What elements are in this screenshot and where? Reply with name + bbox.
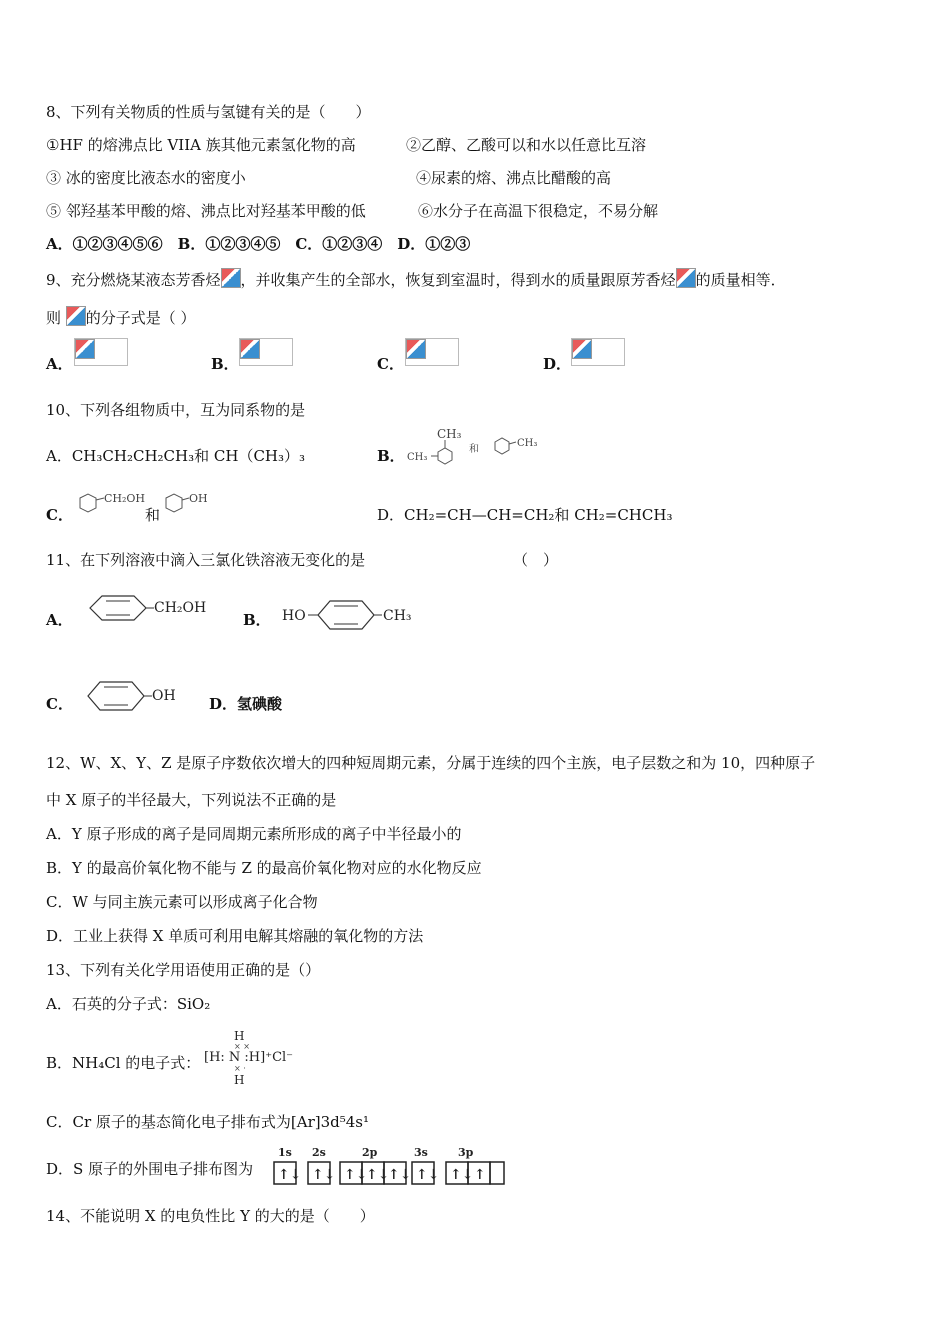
q13-option-d: D．S 原子的外围电子排布图为 bbox=[46, 1160, 254, 1178]
q13-b-h-bottom: H bbox=[234, 1073, 245, 1087]
q12-stem-1: 12、W、X、Y、Z 是原子序数依次增大的四种短周期元素，分属于连续的四个主族，电子层数之和为 10，四种原子 bbox=[46, 754, 816, 772]
svg-text:↑↓: ↑↓ bbox=[312, 1167, 336, 1183]
q11-b-ho: HO bbox=[282, 608, 306, 624]
orbital-label-2s: 2s bbox=[312, 1146, 326, 1159]
q8-statement-4: ④尿素的熔、沸点比醋酸的高 bbox=[416, 169, 612, 187]
orbital-label-2p: 2p bbox=[362, 1146, 378, 1159]
q9-option-b-image bbox=[239, 338, 293, 366]
q8-statement-5: ⑤ 邻羟基苯甲酸的熔、沸点比对羟基苯甲酸的低 bbox=[46, 202, 366, 220]
q13-b-formula: [H: N :H]⁺Cl⁻ bbox=[204, 1050, 294, 1065]
svg-text:↑↓: ↑↓ bbox=[366, 1167, 390, 1183]
q10-option-b-structures bbox=[405, 426, 555, 470]
q11-option-a-label: A． bbox=[46, 611, 73, 629]
broken-image-icon bbox=[406, 339, 426, 359]
q13-b-dots-bottom: × · bbox=[234, 1064, 246, 1073]
q8-options: A．①②③④⑤⑥ B．①②③④⑤ C．①②③④ D．①②③ bbox=[46, 235, 471, 253]
q10-b-he: 和 bbox=[469, 444, 479, 455]
q9-stem-part-b: ，并收集产生的全部水，恢复到室温时，得到水的质量跟原芳香烃 bbox=[240, 271, 676, 289]
broken-image-icon bbox=[75, 339, 95, 359]
q13-stem: 13、下列有关化学用语使用正确的是（） bbox=[46, 961, 321, 979]
svg-text:↑↓: ↑↓ bbox=[416, 1167, 440, 1183]
broken-image-icon bbox=[572, 339, 592, 359]
orbital-label-3s: 3s bbox=[414, 1146, 428, 1159]
q11-stem: 11、在下列溶液中滴入三氯化铁溶液无变化的是 bbox=[46, 551, 366, 569]
q12-option-a: A．Y 原子形成的离子是同周期元素所形成的离子中半径最小的 bbox=[46, 825, 462, 843]
q10-b-ch3-left: CH₃ bbox=[407, 452, 428, 463]
q11-paren: （ ） bbox=[513, 551, 559, 569]
q13-option-c: C．Cr 原子的基态简化电子排布式为[Ar]3d⁵4s¹ bbox=[46, 1113, 370, 1131]
q12-option-b: B．Y 的最高价氧化物不能与 Z 的最高价氧化物对应的水化物反应 bbox=[46, 859, 482, 877]
q11-c-oh: OH bbox=[152, 688, 176, 704]
q10-stem: 10、下列各组物质中，互为同系物的是 bbox=[46, 401, 306, 419]
q13-nh4cl-electron-formula bbox=[200, 1026, 330, 1088]
q9-stem-2 bbox=[46, 306, 196, 328]
q12-option-d: D．工业上获得 X 单质可利用电解其熔融的氧化物的方法 bbox=[46, 927, 424, 945]
broken-image-icon bbox=[676, 268, 696, 288]
q10-option-a: A．CH₃CH₂CH₂CH₃和 CH（CH₃）₃ bbox=[46, 447, 306, 465]
q9-option-c-image bbox=[405, 338, 459, 366]
q9-stem-part-a: 9、充分燃烧某液态芳香烃 bbox=[46, 271, 221, 289]
q11-a-ch2oh: CH₂OH bbox=[154, 600, 207, 616]
q11-b-ch3: CH₃ bbox=[383, 608, 412, 624]
q9-option-d-label: D． bbox=[543, 355, 572, 373]
svg-text:↑↓: ↑↓ bbox=[278, 1167, 302, 1183]
q10-option-d: D．CH₂=CH—CH=CH₂和 CH₂=CHCH₃ bbox=[377, 506, 673, 524]
orbital-label-3p: 3p bbox=[458, 1146, 474, 1159]
q11-option-c-label: C． bbox=[46, 695, 73, 713]
broken-image-icon bbox=[240, 339, 260, 359]
q9-stem bbox=[46, 268, 786, 290]
broken-image-icon bbox=[221, 268, 241, 288]
q12-option-c: C．W 与同主族元素可以形成离子化合物 bbox=[46, 893, 318, 911]
q9-stem2-part-b: 的分子式是（ ） bbox=[85, 309, 196, 327]
q11-option-b-structure bbox=[282, 593, 422, 633]
q9-option-a-label: A． bbox=[46, 355, 73, 373]
q10-option-b-label: B． bbox=[377, 447, 405, 465]
q9-option-d-image bbox=[571, 338, 625, 366]
q10-b-ch3-right: CH₃ bbox=[517, 438, 538, 449]
q10-b-ch3-top: CH₃ bbox=[437, 427, 462, 441]
q8-statement-3: ③ 冰的密度比液态水的密度小 bbox=[46, 169, 246, 187]
q13-option-b: B．NH₄Cl 的电子式： bbox=[46, 1054, 201, 1072]
q12-stem-2: 中 X 原子的半径最大，下列说法不正确的是 bbox=[46, 791, 337, 809]
q9-stem2-part-a: 则 bbox=[46, 309, 66, 327]
q11-option-b-label: B． bbox=[243, 611, 271, 629]
q8-statement-2: ②乙醇、乙酸可以和水以任意比互溶 bbox=[406, 136, 647, 154]
svg-text:↑↓: ↑↓ bbox=[388, 1167, 412, 1183]
svg-text:↑: ↑ bbox=[474, 1167, 486, 1183]
q10-c-he: 和 bbox=[145, 506, 161, 524]
q9-stem-part-c: 的质量相等． bbox=[695, 271, 786, 289]
broken-image-icon bbox=[66, 306, 86, 326]
q14-stem: 14、不能说明 X 的电负性比 Y 的大的是（ ） bbox=[46, 1207, 375, 1225]
q13-b-h-top: H bbox=[234, 1029, 245, 1043]
orbital-label-1s: 1s bbox=[278, 1146, 292, 1159]
q11-option-d: D．氢碘酸 bbox=[209, 695, 283, 713]
q10-c-ch2oh: CH₂OH bbox=[104, 492, 146, 505]
q10-c-oh: OH bbox=[189, 492, 208, 505]
q8-statement-1: ①HF 的熔沸点比 VIIA 族其他元素氢化物的高 bbox=[46, 136, 356, 154]
q11-option-c-structure bbox=[82, 676, 192, 716]
q8-stem: 8、下列有关物质的性质与氢键有关的是（ ） bbox=[46, 103, 371, 121]
svg-text:↑↓: ↑↓ bbox=[450, 1167, 474, 1183]
q9-option-b-label: B． bbox=[211, 355, 239, 373]
svg-text:↑↓: ↑↓ bbox=[344, 1167, 368, 1183]
q13-option-a: A．石英的分子式：SiO₂ bbox=[46, 995, 211, 1013]
q11-option-a-structure bbox=[84, 590, 214, 630]
q10-option-c-label: C． bbox=[46, 506, 73, 524]
q13-s-orbital-diagram bbox=[272, 1144, 508, 1188]
q9-option-a-image bbox=[74, 338, 128, 366]
q9-option-c-label: C． bbox=[377, 355, 404, 373]
q8-statement-6: ⑥水分子在高温下很稳定，不易分解 bbox=[418, 202, 659, 220]
q13-b-dots-top: × × bbox=[234, 1042, 250, 1051]
